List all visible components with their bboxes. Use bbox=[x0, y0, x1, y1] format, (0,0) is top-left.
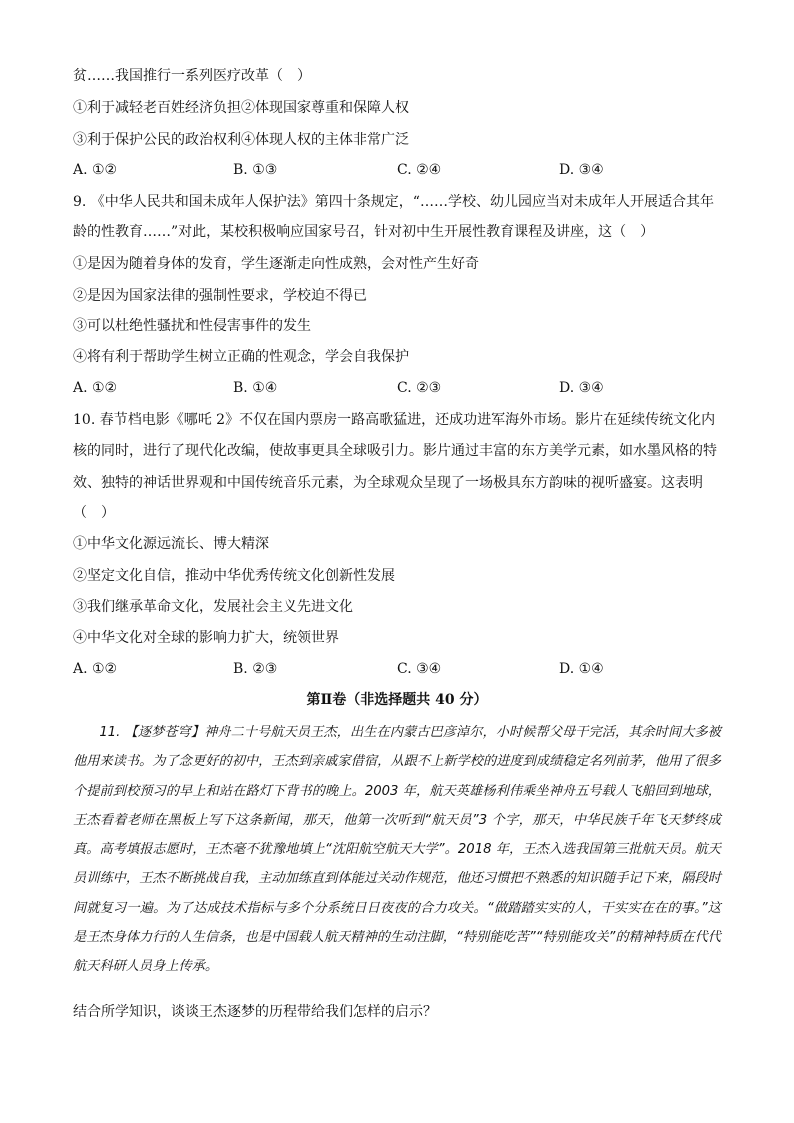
q9-option-b[interactable]: B. ①④ bbox=[233, 380, 278, 396]
q9-options bbox=[73, 378, 723, 398]
q10-options bbox=[73, 659, 723, 679]
q8-item-2: ③利于保护公民的政治权利④体现人权的主体非常广泛 bbox=[73, 132, 409, 148]
q10-stem-line-2: 核的同时，进行了现代化改编，使故事更具全球吸引力。影片通过丰富的东方美学元素，如水墨风格的特 bbox=[73, 443, 717, 459]
q9-item-1: ①是因为随着身体的发育，学生逐渐走向性成熟，会对性产生好奇 bbox=[73, 256, 479, 272]
q10-option-d[interactable]: D. ①④ bbox=[559, 661, 604, 677]
q10-item-2: ②坚定文化自信，推动中华优秀传统文化创新性发展 bbox=[73, 568, 395, 584]
q10-stem-line-3: 效、独特的神话世界观和中国传统音乐元素，为全球观众呈现了一场极具东方韵味的视听盛宴。这表明 bbox=[73, 475, 703, 491]
q8-option-a[interactable]: A. ①② bbox=[73, 162, 118, 178]
q9-item-3: ③可以杜绝性骚扰和性侵害事件的发生 bbox=[73, 318, 311, 334]
q8-option-d[interactable]: D. ③④ bbox=[559, 162, 604, 178]
q10-option-c[interactable]: C. ③④ bbox=[397, 661, 442, 677]
q10-item-3: ③我们继承革命文化，发展社会主义先进文化 bbox=[73, 599, 353, 615]
q10-option-b[interactable]: B. ②③ bbox=[233, 661, 278, 677]
q9-item-2: ②是因为国家法律的强制性要求，学校迫不得已 bbox=[73, 288, 367, 304]
q8-options bbox=[73, 160, 723, 180]
q9-stem-line-1: 9. 《中华人民共和国未成年人保护法》第四十条规定，“……学校、幼儿园应当对未成年人开展适合其年 bbox=[73, 194, 714, 210]
q8-option-c[interactable]: C. ②④ bbox=[397, 162, 442, 178]
q8-stem-tail: 贫……我国推行一系列医疗改革（ ） bbox=[73, 68, 311, 84]
q10-stem-line-1: 10. 春节档电影《哪吒 2》不仅在国内票房一路高歌猛进，还成功进军海外市场。影片在延续传统文化内 bbox=[73, 412, 716, 428]
q9-option-a[interactable]: A. ①② bbox=[73, 380, 118, 396]
q11-question: 结合所学知识，谈谈王杰逐梦的历程带给我们怎样的启示？ bbox=[73, 1004, 437, 1020]
q10-stem-line-4: （ ） bbox=[73, 505, 115, 521]
q10-option-a[interactable]: A. ①② bbox=[73, 661, 118, 677]
q9-stem-line-2: 龄的性教育……”对此，某校积极响应国家号召，针对初中生开展性教育课程及讲座，这（ ） bbox=[73, 224, 655, 240]
q8-option-b[interactable]: B. ①③ bbox=[233, 162, 278, 178]
q9-option-c[interactable]: C. ②③ bbox=[397, 380, 442, 396]
q11-passage: 11. 【逐梦苍穹】神舟二十号航天员王杰，出生在内蒙古巴彦淖尔，小时候帮父母干完活，其余时间大多被他用来读书。为了念更好的初中，王杰到亲戚家借宿，从跟不上新学校的进度到成绩稳定名列前茅，他用了很多个提前到校预习的早上和站在路灯下背书的晚上。2003 年，航天英雄杨利伟乘坐神舟五号载人飞船回到地球，王杰看着老师在黑板上写下这条新闻，那天，他第一次听到“航天员”3 个字，那天，中华民族千年飞天梦终成真。高考填报志愿时，王杰毫不犹豫地填上“沈阳航空航天大学”。2018 年，王杰入选我国第三批航天员。航天员训练中，王杰不断挑战自我，主动加练直到体能过关动作规范，他还习惯把不熟悉的知识随手记下来，隔段时间就复习一遍。为了达成技术指标与多个分系统日日夜夜的合力攻关。“做踏踏实实的人，干实实在在的事。”这是王杰身体力行的人生信条，也是中国载人航天精神的生动注脚，“特别能吃苦”“特别能攻关”的精神特质在代代航天科研人员身上传承。 bbox=[73, 725, 721, 975]
q10-item-4: ④中华文化对全球的影响力扩大，统领世界 bbox=[73, 630, 339, 646]
section-2-title: 第Ⅱ卷（非选择题共 40 分） bbox=[306, 692, 488, 708]
q8-item-1: ①利于减轻老百姓经济负担②体现国家尊重和保障人权 bbox=[73, 100, 409, 116]
q10-item-1: ①中华文化源远流长、博大精深 bbox=[73, 536, 269, 552]
q9-item-4: ④将有利于帮助学生树立正确的性观念，学会自我保护 bbox=[73, 349, 409, 365]
q9-option-d[interactable]: D. ③④ bbox=[559, 380, 604, 396]
